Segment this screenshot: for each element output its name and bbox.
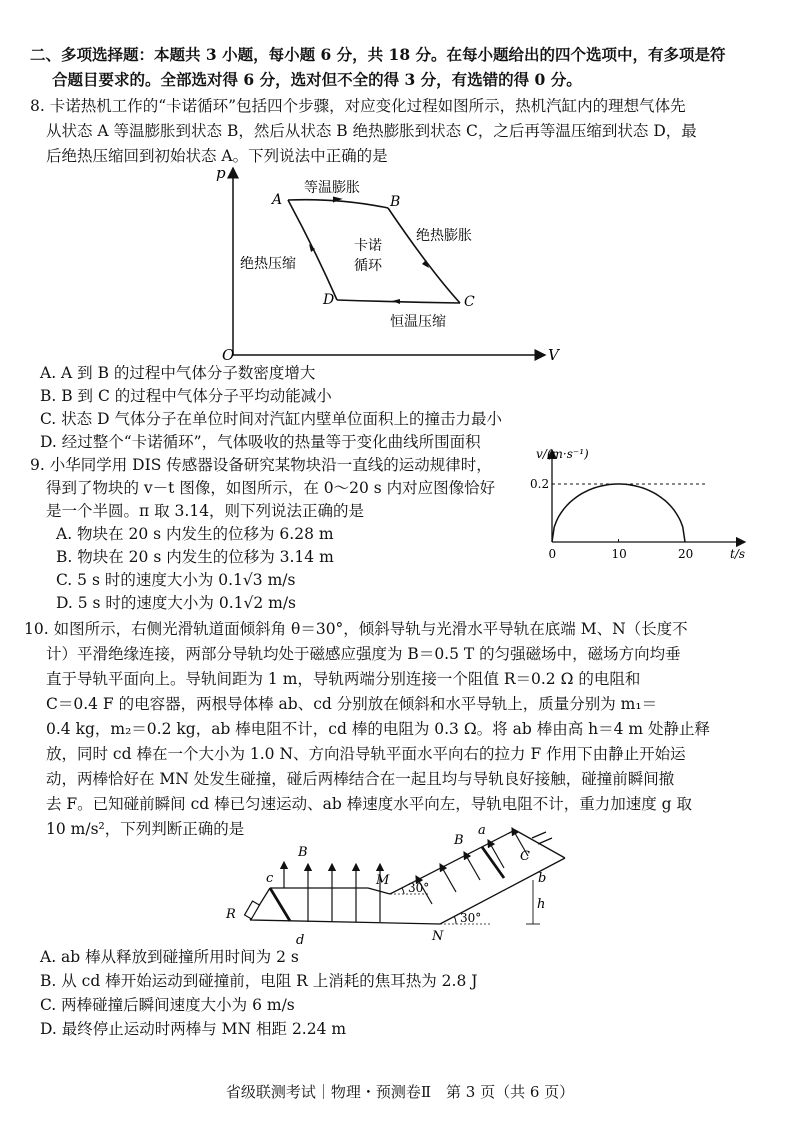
label-cycle-1: 卡诺 [354,238,382,254]
capacitor-plate-1 [532,832,546,838]
resistor-r [245,901,260,919]
point-d-label: D [323,292,335,308]
q9-stem-line1: 9. 小华同学用 DIS 传感器设备研究某物块沿一直线的运动规律时， [30,456,492,474]
q8-option-d: D. 经过整个“卡诺循环”，气体吸收的热量等于变化曲线所围面积 [40,433,481,451]
q9-x-tick-1: 10 [611,547,627,561]
q10-stem-line8: 去 F。已知碰前瞬间 cd 棒已匀速运动、ab 棒速度水平向左，导轨电阻不计，重力加速度 g 取 [46,795,693,813]
q10-option-c: C. 两棒碰撞后瞬间速度大小为 6 m/s [40,996,295,1014]
label-isothermal-expansion: 等温膨胀 [304,180,360,196]
q8-option-c: C. 状态 D 气体分子在单位时间对汽缸内壁单位面积上的撞击力最小 [40,410,502,428]
section-header-line1: 二、多项选择题：本题共 3 小题，每小题 6 分，共 18 分。在每小题给出的四个选项中，有多项是符 [30,45,726,64]
label-c: c [266,871,274,886]
rail-front-left [250,920,440,924]
q10-stem-line6: 放，同时 cd 棒在一个大小为 1.0 N、方向沿导轨平面水平向右的拉力 F 作用下由静止开始运 [46,745,686,763]
page-footer: 省级联测考试｜物理・预测卷Ⅱ 第 3 页（共 6 页） [225,1083,575,1101]
q10-stem-line4: C＝0.4 F 的电容器，两根导体棒 ab、cd 分别放在倾斜和水平导轨上，质量分别为 m₁＝ [46,695,658,713]
point-c-label: C [464,294,475,310]
v-axis-label: V [548,346,559,364]
capacitor-plate-2 [538,838,552,844]
point-b-label: B [390,194,401,210]
label-m: M [376,873,390,888]
label-n: N [432,929,444,944]
q10-stem-line5: 0.4 kg，m₂＝0.2 kg，ab 棒电阻不计，cd 棒的电阻为 0.3 Ω。将 ab 棒由高 h＝4 m 处静止释 [46,720,711,738]
origin-label: O [222,346,235,364]
q9-stem-line2: 得到了物块的 v－t 图像，如图所示，在 0～20 s 内对应图像恰好 [46,479,496,497]
q10-stem-line9: 10 m/s²，下列判断正确的是 [46,820,245,838]
field-b-right-label: B [454,833,464,848]
label-a: a [478,823,486,838]
q10-rail-diagram [220,822,580,950]
q9-y-label: v/(m·s⁻¹) [536,447,589,461]
q10-option-b: B. 从 cd 棒开始运动到碰撞前，电阻 R 上消耗的焦耳热为 2.8 J [40,972,478,990]
q8-stem-line2: 从状态 A 等温膨胀到状态 B，然后从状态 B 绝热膨胀到状态 C，之后再等温压缩到状态 D，最 [46,122,697,140]
label-isothermal-compression: 恒温压缩 [390,314,446,330]
curve-bc [388,208,460,303]
q8-stem-line1: 8. 卡诺热机工作的“卡诺循环”包括四个步骤，对应变化过程如图所示，热机汽缸内的理想气体先 [30,97,686,115]
incline-rail-front [440,858,565,924]
q10-stem-line7: 动，两棒恰好在 MN 处发生碰撞，碰后两棒结合在一起且均与导轨良好接触，碰撞前瞬间撤 [46,770,675,788]
resistor-label: R [226,907,236,922]
q9-semicircle-series [552,484,685,542]
q9-stem-line3: 是一个半圆。π 取 3.14，则下列说法正确的是 [46,502,365,520]
curve-ab [288,200,388,208]
field-b-left-label: B [298,845,308,860]
label-b-end: b [538,871,547,886]
q10-option-a: A. ab 棒从释放到碰撞所用时间为 2 s [40,948,299,966]
q10-stem-line1: 10. 如图所示，右侧光滑轨道面倾斜角 θ＝30°，倾斜导轨与光滑水平导轨在底端 M、N（长度不 [24,620,688,638]
q9-x-tick-2: 20 [678,547,694,561]
q8-stem-line3: 后绝热压缩回到初始状态 A。下列说法中正确的是 [46,147,388,165]
q8-option-a: A. A 到 B 的过程中气体分子数密度增大 [40,364,316,382]
q9-y-tick-0: 0.2 [530,477,550,491]
q8-pv-diagram [200,160,570,370]
angle-top-label: 30° [408,881,430,895]
rod-cd [270,888,290,921]
q9-option-c: C. 5 s 时的速度大小为 0.1√3 m/s [56,571,296,589]
q10-option-d: D. 最终停止运动时两棒与 MN 相距 2.24 m [40,1020,347,1038]
p-axis-label: p [216,164,226,182]
q9-x-tick-0: 0 [548,547,557,561]
q10-stem-line3: 直于导轨平面向上。导轨间距为 1 m，导轨两端分别连接一个阻值 R＝0.2 Ω 的电阻和 [46,670,641,688]
q8-option-b: B. B 到 C 的过程中气体分子平均动能减小 [40,387,332,405]
label-d: d [296,933,305,948]
height-label: h [537,897,546,912]
section-header-line2: 合题目要求的。全部选对得 6 分，选对但不全的得 3 分，有选错的得 0 分。 [52,70,582,89]
label-cycle-2: 循环 [354,258,382,274]
point-a-label: A [272,192,283,208]
q9-option-a: A. 物块在 20 s 内发生的位移为 6.28 m [56,525,334,543]
label-adiabatic-expansion: 绝热膨胀 [416,228,472,244]
q9-vt-chart [530,446,760,566]
q9-option-d: D. 5 s 时的速度大小为 0.1√2 m/s [56,594,297,612]
q9-x-label: t/s [730,547,746,561]
capacitor-label: C [520,849,530,864]
q9-option-b: B. 物块在 20 s 内发生的位移为 3.14 m [56,548,334,566]
angle-bottom-label: 30° [460,911,482,925]
label-adiabatic-compression: 绝热压缩 [240,256,296,272]
q10-stem-line2: 计）平滑绝缘连接，两部分导轨均处于磁感应强度为 B＝0.5 T 的匀强磁场中，磁场方向均垂 [46,645,681,663]
